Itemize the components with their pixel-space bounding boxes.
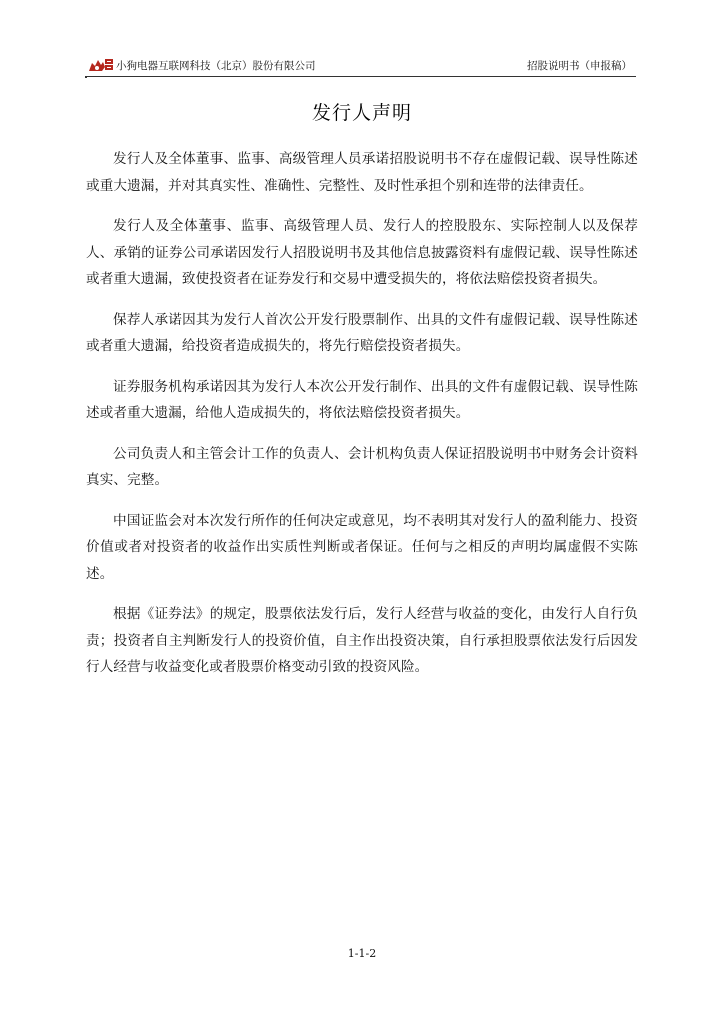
header-document-type: 招股说明书（申报稿）	[527, 60, 632, 72]
statement-paragraph: 保荐人承诺因其为发行人首次公开发行股票制作、出具的文件有虚假记载、误导性陈述或者重大遗漏，给投资者造成损失的，将先行赔偿投资者损失。	[86, 311, 638, 354]
statement-paragraph: 证券服务机构承诺因其为发行人本次公开发行制作、出具的文件有虚假记载、误导性陈述或者重大遗漏，给他人造成损失的，将依法赔偿投资者损失。	[86, 378, 638, 421]
statement-paragraph: 发行人及全体董事、监事、高级管理人员、发行人的控股股东、实际控制人以及保荐人、承销的证券公司承诺因发行人招股说明书及其他信息披露资料有虚假记载、误导性陈述或者重大遗漏，致使投资者在证券发行和交易中遭受损失的，将依法赔偿投资者损失。	[86, 218, 638, 287]
company-logo-icon	[88, 57, 114, 73]
page-number: 1-1-2	[347, 947, 377, 960]
header-dot	[85, 76, 87, 78]
header-company-name: 小狗电器互联网科技（北京）股份有限公司	[116, 60, 316, 72]
statement-paragraph: 根据《证券法》的规定，股票依法发行后，发行人经营与收益的变化，由发行人自行负责；投资者自主判断发行人的投资价值，自主作出投资决策，自行承担股票依法发行后因发行人经营与收益变化或者股票价格变动引致的投资风险。	[86, 606, 638, 675]
statement-paragraph: 中国证监会对本次发行所作的任何决定或意见，均不表明其对发行人的盈利能力、投资价值或者对投资者的收益作出实质性判断或者保证。任何与之相反的声明均属虚假不实陈述。	[86, 512, 638, 582]
statement-paragraph: 公司负责人和主管会计工作的负责人、会计机构负责人保证招股说明书中财务会计资料真实、完整。	[86, 445, 638, 488]
page-header	[86, 56, 636, 77]
statement-body	[86, 146, 638, 695]
statement-paragraph: 发行人及全体董事、监事、高级管理人员承诺招股说明书不存在虚假记载、误导性陈述或重大遗漏，并对其真实性、准确性、完整性、及时性承担个别和连带的法律责任。	[86, 151, 638, 194]
page-title: 发行人声明	[311, 102, 412, 124]
